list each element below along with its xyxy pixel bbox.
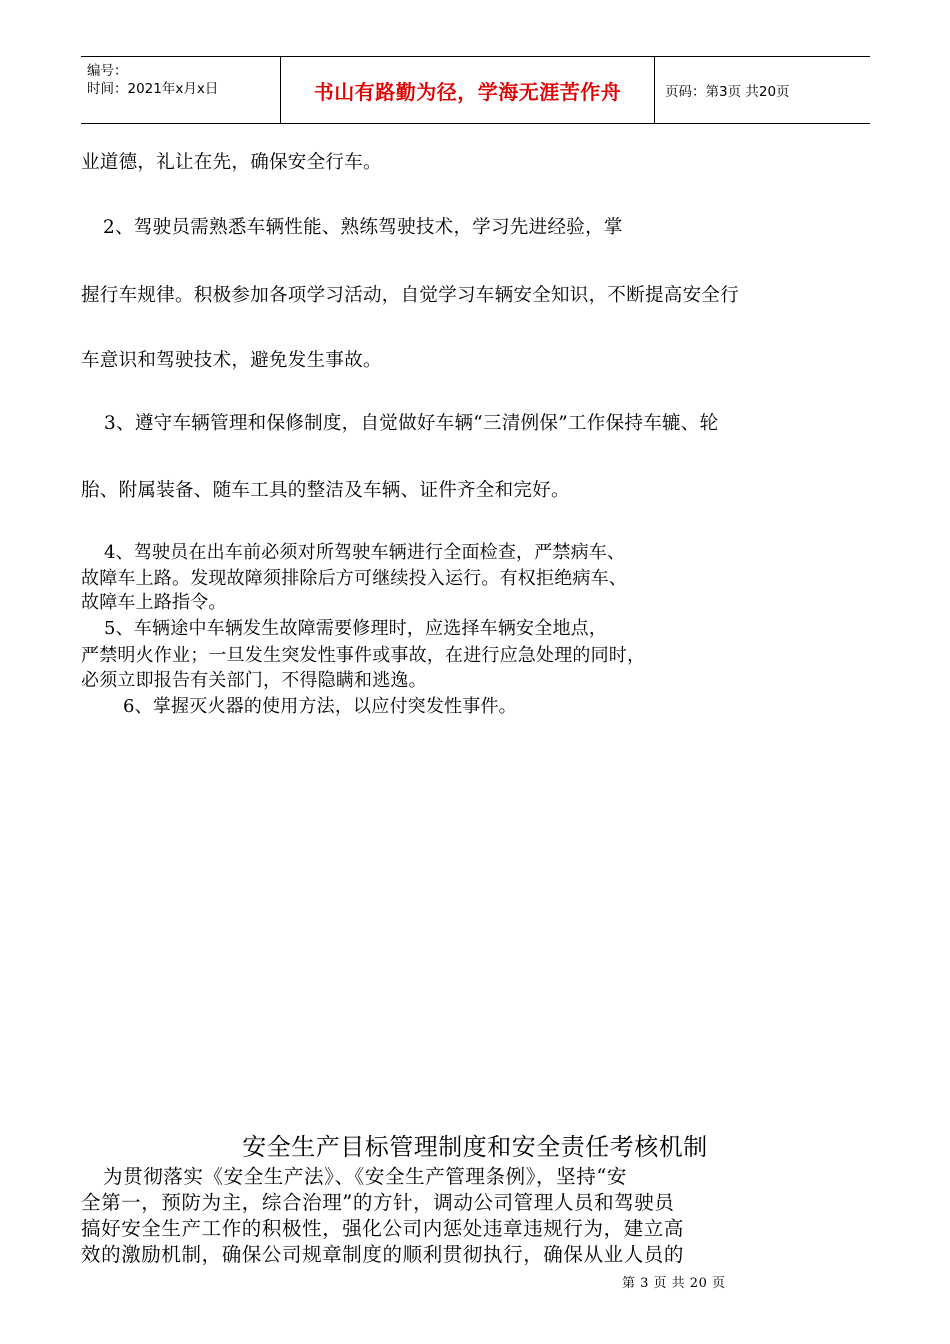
date-label: 时间：2021年x月x日 [87, 81, 219, 97]
section-body-line: 搞好安全生产工作的积极性，强化公司内惩处违章违规行为，建立高 [81, 1217, 685, 1240]
section-title: 安全生产目标管理制度和安全责任考核机制 [242, 1133, 708, 1161]
section-body-line: 为贯彻落实《安全生产法》、《安全生产管理条例》，坚持“安 [103, 1165, 628, 1188]
paragraph-line: 3、遵守车辆管理和保修制度，自觉做好车辆“三清例保”工作保持车辘、轮 [104, 413, 719, 434]
paragraph-line: 胎、附属装备、随车工具的整洁及车辆、证件齐全和完好。 [81, 480, 570, 501]
paragraph-line: 故障车上路指令。 [81, 592, 227, 613]
paragraph-line: 车意识和驾驶技术，避免发生事故。 [81, 350, 382, 371]
paragraph-line: 故障车上路。发现故障须排除后方可继续投入运行。有权拒绝病车、 [81, 568, 627, 589]
header-meta [81, 57, 281, 123]
paragraph-line: 6、掌握灭火器的使用方法，以应付突发性事件。 [123, 696, 517, 717]
page-header [81, 56, 870, 124]
paragraph-line: 2、驾驶员需熟悉车辆性能、熟练驾驶技术，学习先进经验，掌 [103, 217, 623, 238]
paragraph-line: 必须立即报告有关部门，不得隐瞒和逃逸。 [81, 670, 427, 691]
header-page-number: 页码：第3页 共20页 [665, 84, 790, 100]
paragraph-line: 4、驾驶员在出车前必须对所驾驶车辆进行全面检查，严禁病车、 [104, 542, 626, 563]
paragraph-line: 握行车规律。积极参加各项学习活动，自觉学习车辆安全知识，不断提高安全行 [81, 285, 740, 306]
section-body-line: 效的激励机制，确保公司规章制度的顺利贯彻执行，确保从业人员的 [81, 1243, 685, 1266]
section-body-line: 全第一，预防为主，综合治理”的方针，调动公司管理人员和驾驶员 [81, 1191, 675, 1214]
paragraph-line: 业道德，礼让在先，确保安全行车。 [81, 152, 382, 173]
paragraph-line: 严禁明火作业；一旦发生突发性事件或事故，在进行应急处理的同时， [81, 645, 646, 666]
serial-number-label: 编号： [87, 63, 128, 79]
paragraph-line: 5、车辆途中车辆发生故障需要修理时，应选择车辆安全地点， [104, 618, 608, 639]
page-footer: 第 3 页 共 20 页 [622, 1276, 726, 1291]
header-motto: 书山有路勤为径，学海无涯苦作舟 [281, 57, 655, 123]
